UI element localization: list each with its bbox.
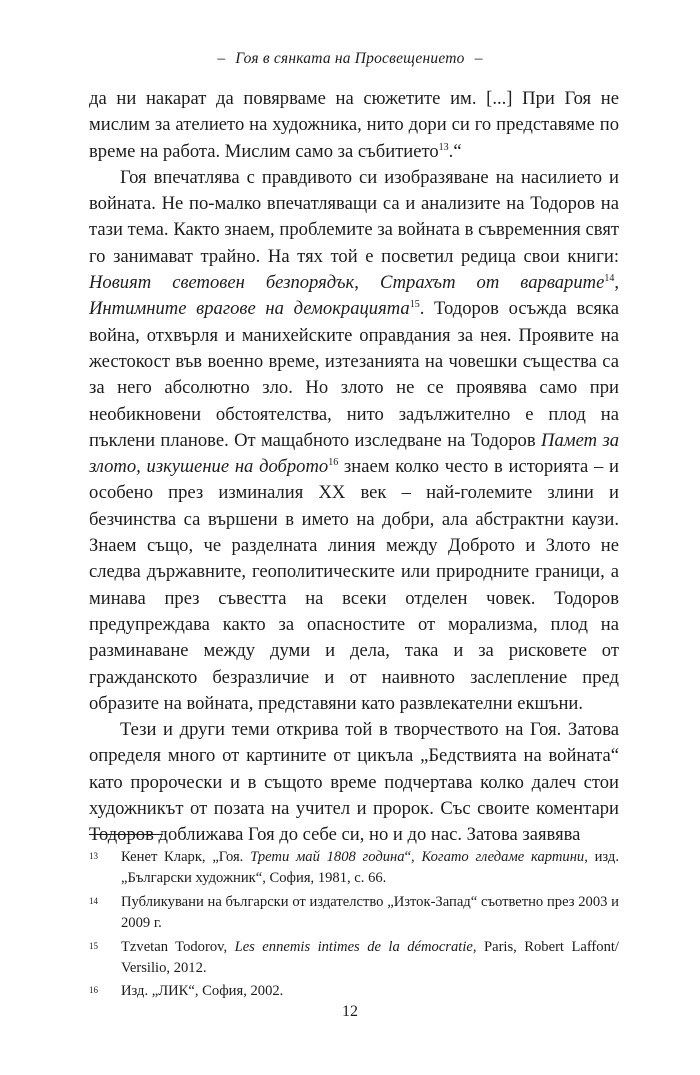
- footnote-reference: 15: [409, 299, 420, 311]
- main-text: [89, 86, 619, 849]
- text-run: “,: [404, 849, 422, 865]
- text-run: Тези и други теми открива той в творчеството на Гоя. Затова определя много от картините от цикъла „Бедствията на войната“ като пророчески и в същото време подчертава колко далеч стои художникът от позата на учител и пророк. Със своите коментари Тодоров доближава Гоя до себе си, но и до нас. Затова заявява: [89, 719, 619, 846]
- text-run: знаем колко често в историята – и особено през изминалия XX век – най-големите злини и безчинства са вършени в името на добри, ала абстрактни каузи. Знаем също, че разделната линия между Доброто и Злото не следва държавните, геополитическите или природните граници, а минава през съвестта на всеки отделен човек. Тодоров предупреждава както за опасностите от морализма, плод на разминаване между думи и дела, така и за рисковете от гражданското безразличие и от наивното заслепление пред образите на войната, представяни като развлекателни екшъни.: [89, 456, 619, 714]
- footnote: [89, 937, 619, 980]
- footnote-text: [121, 981, 619, 1002]
- footnote-text: [121, 937, 619, 980]
- footnote-reference: 16: [328, 457, 339, 469]
- paragraph: [89, 165, 619, 717]
- footnote: [89, 981, 619, 1002]
- running-head: [0, 50, 700, 68]
- running-head-dash-right: –: [474, 50, 483, 67]
- footnote-reference: 13: [438, 141, 449, 153]
- text-run: . Тодоров осъжда всяка война, отхвърля и манихейските оправдания за нея. Проявите на жестокост във военно време, изтезанията на човешки същества са за него абсолютно зло. Но злото не се проявява само при необикновени обстоятелства, нито задължително е плод на пъклени планове. От мащабното изследване на Тодоров: [89, 298, 619, 451]
- text-run: .“: [448, 140, 462, 162]
- paragraph: [89, 717, 619, 848]
- footnote-text: [121, 892, 619, 935]
- text-run: ,: [354, 272, 380, 294]
- italic-title: Когато гледаме картини: [421, 849, 585, 865]
- footnotes: [89, 847, 619, 1005]
- footnote-number: 15: [89, 940, 98, 951]
- footnote: [89, 892, 619, 935]
- italic-title: Les ennemis intimes de la démocratie: [234, 938, 473, 955]
- paragraph: [89, 86, 619, 165]
- text-run: , Paris, Robert Laffont/ Versilio, 2012.: [121, 938, 619, 977]
- footnote-text: [121, 847, 619, 890]
- text-run: Публикувани на български от издателство „Изток-Запад“ съответно през 2003 и 2009 г.: [121, 893, 619, 932]
- footnote-number: 13: [89, 851, 98, 861]
- italic-title: Страхът от варварите: [379, 272, 605, 294]
- text-run: да ни накарат да повярваме на сюжетите им. [...] При Гоя не мислим за ателието на художника, нито дори си го представяме по време на работа. Мислим само за събитието: [89, 88, 619, 162]
- italic-title: Трети май 1808 година: [250, 849, 405, 865]
- running-head-title: Гоя в сянката на Просвещението: [235, 50, 465, 67]
- italic-title: Новият световен безпорядък: [89, 272, 355, 294]
- text-run: Гоя впечатлява с правдивото си изобразяване на насилието и войната. Не по-малко впечатляващи са и анализите на Тодоров на тази тема. Както знаем, проблемите за войната в съвременния свят го занимават трайно. На тях той е посветил редица свои книги:: [89, 166, 619, 267]
- text-run: Tzvetan Todorov,: [121, 938, 235, 955]
- footnote: [89, 847, 619, 890]
- text-run: Изд. „ЛИК“, София, 2002.: [121, 983, 284, 1000]
- footnote-separator: [89, 834, 163, 835]
- text-run: , изд. „Български художник“, София, 1981, с. 66.: [121, 849, 620, 887]
- footnote-number: 14: [89, 895, 98, 906]
- italic-title: Интимните врагове на демокрацията: [89, 298, 410, 320]
- text-run: ,: [614, 272, 619, 294]
- footnote-reference: 14: [604, 273, 615, 285]
- running-head-dash-left: –: [217, 50, 226, 67]
- text-run: Кенет Кларк, „Гоя.: [121, 849, 251, 865]
- page-number: 12: [342, 1003, 358, 1020]
- footnote-number: 16: [89, 985, 98, 996]
- italic-title: Памет за злото, изкушение на доброто: [89, 429, 619, 478]
